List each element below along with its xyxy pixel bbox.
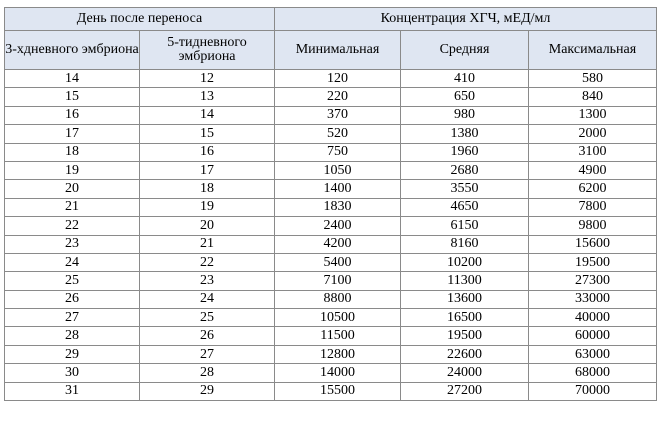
day-5-embryo-cell: 21 — [140, 235, 275, 253]
table-header — [5, 8, 657, 70]
avg-hcg-cell: 650 — [401, 88, 529, 106]
max-hcg-cell: 1300 — [529, 106, 657, 124]
day-5-embryo-cell: 18 — [140, 180, 275, 198]
avg-hcg-cell: 19500 — [401, 327, 529, 345]
table-row — [5, 143, 657, 161]
avg-hcg-cell: 410 — [401, 70, 529, 88]
min-hcg-cell: 1830 — [275, 198, 401, 216]
table-row — [5, 106, 657, 124]
max-hcg-cell: 7800 — [529, 198, 657, 216]
avg-hcg-cell: 1380 — [401, 125, 529, 143]
min-hcg-cell: 220 — [275, 88, 401, 106]
min-hcg-cell: 12800 — [275, 345, 401, 363]
table-row — [5, 290, 657, 308]
day-5-embryo-cell: 12 — [140, 70, 275, 88]
min-hcg-cell: 4200 — [275, 235, 401, 253]
max-hcg-cell: 2000 — [529, 125, 657, 143]
day-5-embryo-cell: 27 — [140, 345, 275, 363]
day-3-embryo-cell: 28 — [5, 327, 140, 345]
table-row — [5, 309, 657, 327]
day-3-embryo-cell: 24 — [5, 253, 140, 271]
min-hcg-cell: 1050 — [275, 161, 401, 179]
avg-hcg-cell: 11300 — [401, 272, 529, 290]
max-hcg-cell: 40000 — [529, 309, 657, 327]
day-3-embryo-cell: 22 — [5, 217, 140, 235]
header-3-day-embryo: 3-хдневного эмбриона — [5, 31, 140, 70]
day-3-embryo-cell: 20 — [5, 180, 140, 198]
day-5-embryo-cell: 17 — [140, 161, 275, 179]
day-3-embryo-cell: 18 — [5, 143, 140, 161]
table-row — [5, 180, 657, 198]
day-3-embryo-cell: 25 — [5, 272, 140, 290]
max-hcg-cell: 19500 — [529, 253, 657, 271]
table-row — [5, 217, 657, 235]
day-5-embryo-cell: 24 — [140, 290, 275, 308]
day-5-embryo-cell: 26 — [140, 327, 275, 345]
table-row — [5, 272, 657, 290]
day-5-embryo-cell: 23 — [140, 272, 275, 290]
max-hcg-cell: 70000 — [529, 382, 657, 400]
hcg-concentration-table — [4, 7, 657, 401]
day-3-embryo-cell: 16 — [5, 106, 140, 124]
min-hcg-cell: 11500 — [275, 327, 401, 345]
table-row — [5, 382, 657, 400]
day-5-embryo-cell: 13 — [140, 88, 275, 106]
avg-hcg-cell: 6150 — [401, 217, 529, 235]
day-3-embryo-cell: 27 — [5, 309, 140, 327]
day-3-embryo-cell: 15 — [5, 88, 140, 106]
avg-hcg-cell: 13600 — [401, 290, 529, 308]
day-3-embryo-cell: 30 — [5, 364, 140, 382]
max-hcg-cell: 3100 — [529, 143, 657, 161]
avg-hcg-cell: 16500 — [401, 309, 529, 327]
day-3-embryo-cell: 29 — [5, 345, 140, 363]
avg-hcg-cell: 1960 — [401, 143, 529, 161]
min-hcg-cell: 8800 — [275, 290, 401, 308]
table-row — [5, 125, 657, 143]
day-3-embryo-cell: 31 — [5, 382, 140, 400]
avg-hcg-cell: 22600 — [401, 345, 529, 363]
table-row — [5, 253, 657, 271]
day-3-embryo-cell: 21 — [5, 198, 140, 216]
day-5-embryo-cell: 22 — [140, 253, 275, 271]
header-maximum: Максимальная — [529, 31, 657, 70]
max-hcg-cell: 60000 — [529, 327, 657, 345]
day-5-embryo-cell: 16 — [140, 143, 275, 161]
table-row — [5, 345, 657, 363]
max-hcg-cell: 9800 — [529, 217, 657, 235]
avg-hcg-cell: 980 — [401, 106, 529, 124]
day-5-embryo-cell: 15 — [140, 125, 275, 143]
day-3-embryo-cell: 17 — [5, 125, 140, 143]
table-row — [5, 198, 657, 216]
day-5-embryo-cell: 29 — [140, 382, 275, 400]
min-hcg-cell: 370 — [275, 106, 401, 124]
day-3-embryo-cell: 14 — [5, 70, 140, 88]
min-hcg-cell: 5400 — [275, 253, 401, 271]
min-hcg-cell: 14000 — [275, 364, 401, 382]
day-3-embryo-cell: 23 — [5, 235, 140, 253]
avg-hcg-cell: 8160 — [401, 235, 529, 253]
min-hcg-cell: 750 — [275, 143, 401, 161]
min-hcg-cell: 15500 — [275, 382, 401, 400]
avg-hcg-cell: 4650 — [401, 198, 529, 216]
table-row — [5, 70, 657, 88]
day-3-embryo-cell: 26 — [5, 290, 140, 308]
header-minimum: Минимальная — [275, 31, 401, 70]
avg-hcg-cell: 3550 — [401, 180, 529, 198]
header-hcg-concentration: Концентрация ХГЧ, мЕД/мл — [275, 8, 657, 31]
table-row — [5, 161, 657, 179]
table-row — [5, 88, 657, 106]
avg-hcg-cell: 2680 — [401, 161, 529, 179]
max-hcg-cell: 27300 — [529, 272, 657, 290]
min-hcg-cell: 120 — [275, 70, 401, 88]
header-average: Средняя — [401, 31, 529, 70]
max-hcg-cell: 4900 — [529, 161, 657, 179]
table-row — [5, 235, 657, 253]
min-hcg-cell: 520 — [275, 125, 401, 143]
avg-hcg-cell: 24000 — [401, 364, 529, 382]
table-row — [5, 364, 657, 382]
day-5-embryo-cell: 25 — [140, 309, 275, 327]
max-hcg-cell: 15600 — [529, 235, 657, 253]
max-hcg-cell: 6200 — [529, 180, 657, 198]
min-hcg-cell: 7100 — [275, 272, 401, 290]
max-hcg-cell: 580 — [529, 70, 657, 88]
day-5-embryo-cell: 14 — [140, 106, 275, 124]
min-hcg-cell: 2400 — [275, 217, 401, 235]
table-row — [5, 327, 657, 345]
header-5-day-embryo: 5-тидневного эмбриона — [140, 31, 275, 70]
header-group-row — [5, 8, 657, 31]
day-3-embryo-cell: 19 — [5, 161, 140, 179]
max-hcg-cell: 33000 — [529, 290, 657, 308]
avg-hcg-cell: 27200 — [401, 382, 529, 400]
max-hcg-cell: 63000 — [529, 345, 657, 363]
day-5-embryo-cell: 20 — [140, 217, 275, 235]
max-hcg-cell: 68000 — [529, 364, 657, 382]
max-hcg-cell: 840 — [529, 88, 657, 106]
header-column-row — [5, 31, 657, 70]
day-5-embryo-cell: 28 — [140, 364, 275, 382]
min-hcg-cell: 10500 — [275, 309, 401, 327]
avg-hcg-cell: 10200 — [401, 253, 529, 271]
header-day-after-transfer: День после переноса — [5, 8, 275, 31]
day-5-embryo-cell: 19 — [140, 198, 275, 216]
min-hcg-cell: 1400 — [275, 180, 401, 198]
table-body — [5, 70, 657, 401]
